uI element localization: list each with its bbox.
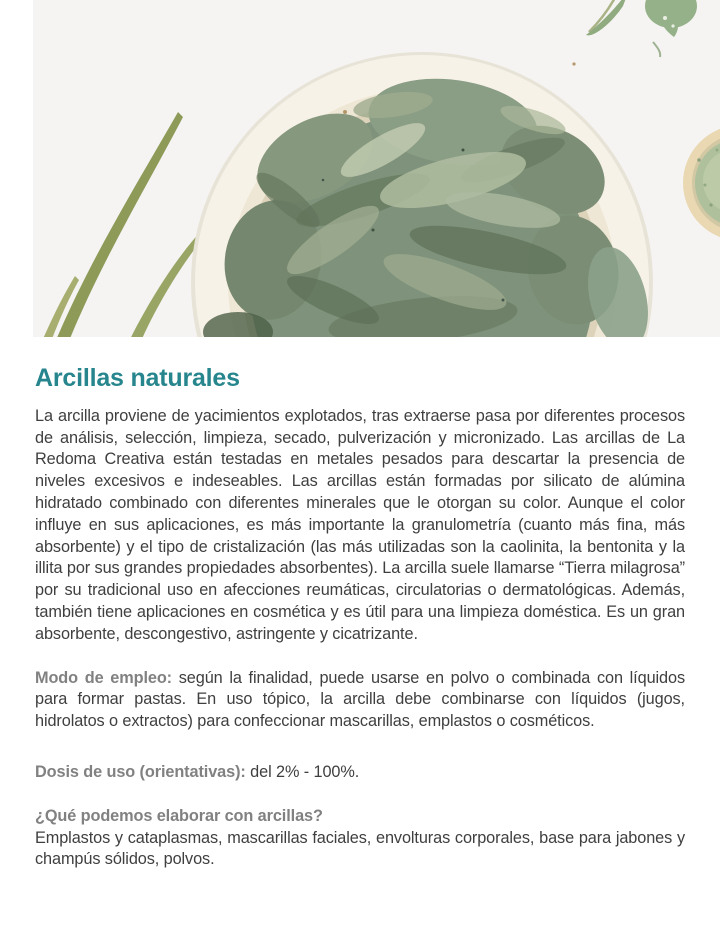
- clay-bowl-illustration: [33, 0, 720, 337]
- article: [0, 364, 720, 871]
- intro-paragraph: La arcilla proviene de yacimientos explotados, tras extraerse pasa por diferentes procesos de análisis, selección, limpieza, secado, pulverización y micronizado. Las arcillas de La Redoma Creativa están testadas en metales pesados para descartar la presencia de niveles excesivos e indeseables. Las arcillas están formadas por silicato de alúmina hidratado combinado con diferentes minerales que le otorgan su color. Aunque el color influye en sus aplicaciones, es más importante la granulometría (cuanto más fina, más absorbente) y el tipo de cristalización (las más utilizadas son la caolinita, la bentonita y la illita por sus grandes propiedades absorbentes). La arcilla suele llamarse “Tierra milagrosa” por su tradicional uso en afecciones reumáticas, circulatorias o dermatológicas. Además, también tiene aplicaciones en cosmética y es útil para una limpieza doméstica. Es un gran absorbente, descongestivo, astringente y cicatrizante.: [35, 406, 685, 643]
- dosis-line: [35, 762, 685, 784]
- elaborar-question: ¿Qué podemos elaborar con arcillas?: [35, 806, 323, 825]
- dosis-text: del 2% - 100%.: [250, 762, 360, 781]
- dosis-label: Dosis de uso (orientativas):: [35, 762, 246, 781]
- elaborar-text: Emplastos y cataplasmas, mascarillas faciales, envolturas corporales, base para jabones y champús sólidos, polvos.: [35, 828, 685, 869]
- modo-text: según la finalidad, puede usarse en polvo o combinada con líquidos para formar pastas. En uso tópico, la arcilla debe combinarse con líquidos (jugos, hidrolatos o extractos) para confeccionar mascarillas, emplastos o cosméticos.: [35, 668, 685, 731]
- clay-bowl-photo: [33, 0, 720, 337]
- page-title: Arcillas naturales: [35, 364, 240, 392]
- modo-paragraph: [35, 668, 685, 733]
- modo-label: Modo de empleo:: [35, 668, 172, 687]
- elaborar-block: [35, 806, 685, 871]
